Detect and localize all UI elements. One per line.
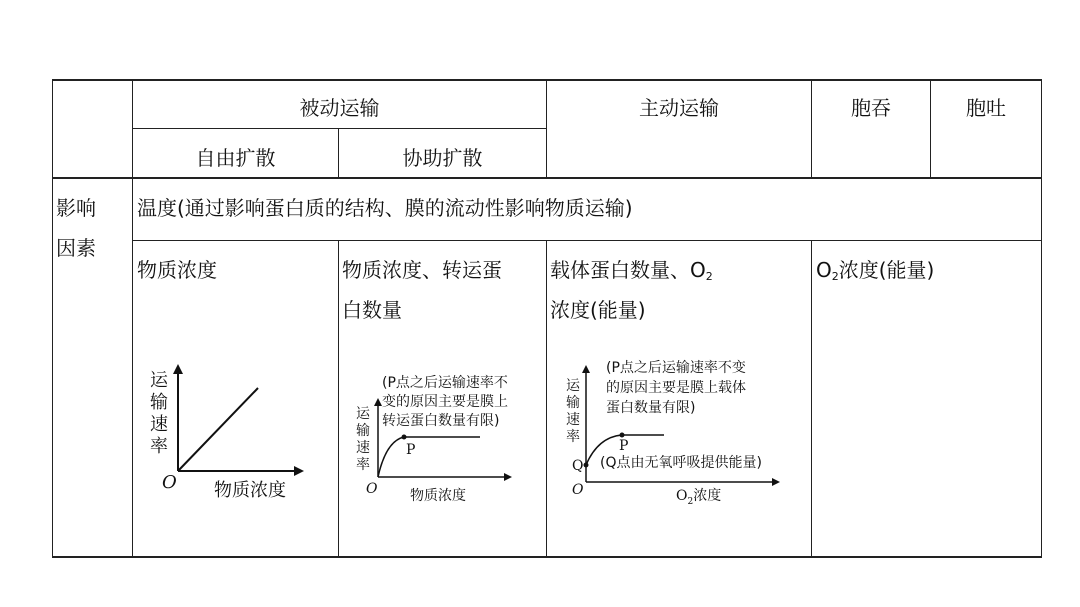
table-left-border	[52, 79, 53, 558]
table-bottom-border	[52, 556, 1042, 558]
graph3-origin: O	[572, 482, 584, 498]
graph3-note-line3: 蛋白数量有限)	[606, 400, 696, 416]
graph1-ylabel-1: 运	[150, 370, 168, 391]
graph2-ylabel-4: 率	[356, 457, 370, 473]
active-bulk-divider-body	[811, 240, 812, 558]
graph1-rate-line	[178, 388, 258, 471]
graph1-ylabel-3: 速	[150, 414, 168, 435]
graph3-ylabel-1: 运	[566, 378, 580, 394]
active-factor-line2: 浓度(能量)	[550, 298, 646, 322]
endocytosis-header: 胞吞	[851, 96, 891, 120]
graph3-ylabel-4: 率	[566, 429, 580, 445]
graph2-note-line3: 转运蛋白数量有限)	[382, 413, 500, 429]
graph3-point-q	[584, 463, 589, 468]
active-transport-header: 主动运输	[639, 96, 719, 120]
facilitated-diffusion-header: 协助扩散	[402, 146, 483, 170]
graph3-q-note: (Q点由无氧呼吸提供能量)	[600, 455, 762, 471]
bulk-transport-factor: $O_2$浓度(能量)	[816, 258, 935, 283]
graph2-rate-curve	[378, 437, 480, 477]
simple-diffusion-graph	[140, 360, 330, 510]
graph3-point-p-label: P	[619, 438, 629, 454]
active-transport-graph	[564, 355, 809, 510]
table-right-border	[1041, 79, 1042, 558]
row-label-line1: 影响	[56, 196, 96, 220]
graph1-xlabel: 物质浓度	[214, 480, 286, 501]
graph2-xlabel: 物质浓度	[410, 488, 466, 504]
graph3-note-line2: 的原因主要是膜上载体	[606, 380, 746, 396]
passive-active-divider-body	[546, 240, 547, 558]
active-factor-line1: 载体蛋白数量、$O_2$	[550, 258, 713, 283]
graph3-ylabel-2: 输	[566, 395, 580, 411]
active-bulk-divider-header	[811, 79, 812, 178]
temperature-row-divider	[133, 240, 1042, 241]
facilitated-diffusion-graph	[350, 370, 545, 510]
graph1-ylabel-2: 输	[150, 392, 168, 413]
temperature-note: 温度(通过影响蛋白质的结构、膜的流动性影响物质运输)	[137, 196, 633, 220]
graph3-xlabel: $O_2$浓度	[676, 488, 722, 507]
graph2-ylabel-3: 速	[356, 440, 370, 456]
passive-transport-header: 被动运输	[299, 96, 380, 120]
graph3-ylabel-3: 速	[566, 412, 580, 428]
row-label-line2: 因素	[56, 236, 96, 260]
graph1-ylabel-4: 率	[150, 436, 168, 457]
table-top-border	[52, 79, 1042, 81]
graph2-note-line1: (P点之后运输速率不	[382, 375, 508, 391]
facilitated-factor-line2: 白数量	[342, 298, 402, 322]
graph2-point-label: P	[406, 442, 416, 458]
table-header-bottom-border	[52, 177, 1042, 179]
diffusion-divider-body	[338, 240, 339, 558]
graph2-origin: O	[366, 481, 378, 497]
simple-diffusion-factor: 物质浓度	[137, 258, 217, 282]
simple-diffusion-header: 自由扩散	[195, 146, 276, 170]
exocytosis-header: 胞吐	[966, 96, 1006, 120]
facilitated-factor-line1: 物质浓度、转运蛋	[342, 258, 502, 282]
graph1-origin: O	[162, 472, 177, 493]
graph3-note-line1: (P点之后运输速率不变	[606, 360, 746, 376]
graph2-ylabel-2: 输	[356, 423, 370, 439]
graph2-note-line2: 变的原因主要是膜上	[382, 394, 508, 410]
passive-active-divider-header	[546, 79, 547, 178]
graph3-point-p	[620, 433, 625, 438]
passive-subheader-divider	[133, 128, 547, 129]
graph3-point-q-label: Q	[572, 458, 584, 474]
graph2-point-p	[402, 435, 407, 440]
graph2-ylabel-1: 运	[356, 406, 370, 422]
endo-exo-divider	[930, 79, 931, 178]
